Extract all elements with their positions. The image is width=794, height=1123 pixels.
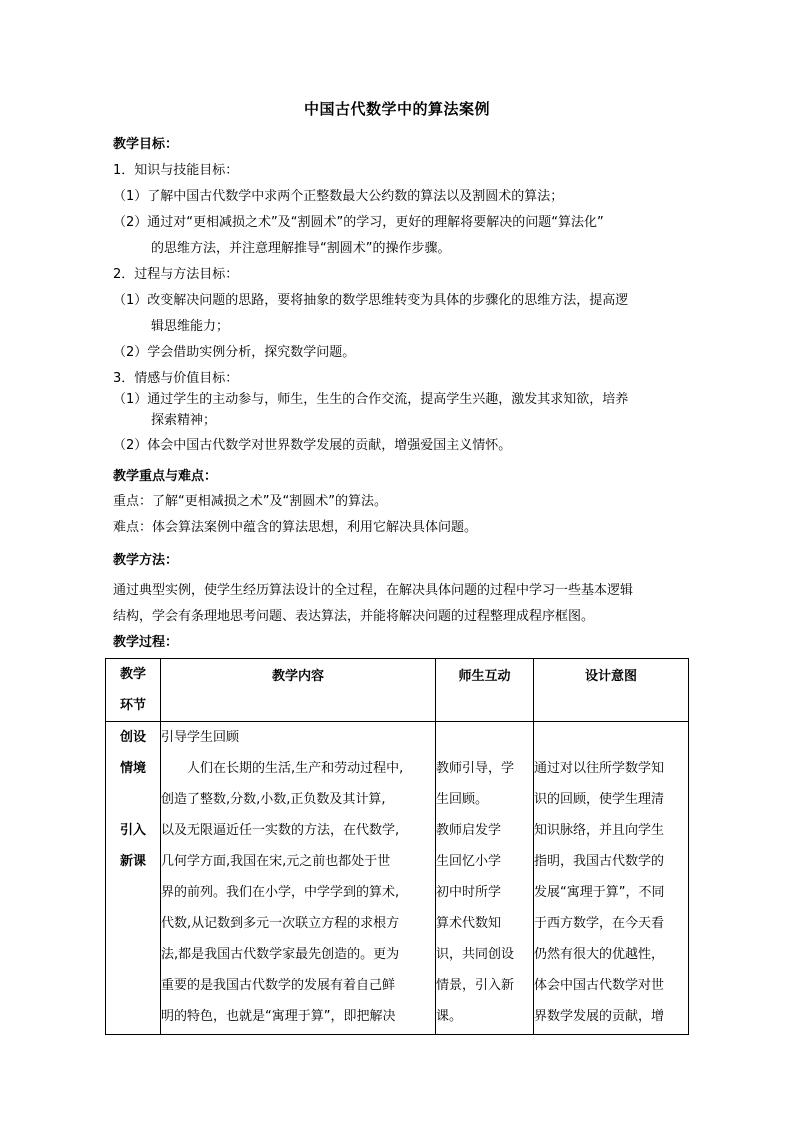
intent-line: 仍然有很大的优越性， bbox=[534, 947, 665, 962]
intent-line: 界数学发展的贡献，增 bbox=[534, 1009, 665, 1024]
intent-cell bbox=[534, 722, 689, 1035]
step-line: 新课 bbox=[119, 854, 146, 869]
content-line: 以及无限逼近任一实数的方法，在代数学, bbox=[161, 823, 400, 838]
process-heading: 教学过程： bbox=[113, 635, 179, 650]
objective-process-1-cont: 辑思维能力； bbox=[151, 319, 230, 334]
keypoints-heading: 教学重点与难点： bbox=[113, 469, 218, 484]
step-line bbox=[106, 784, 160, 815]
content-line: 代数,从记数到多元一次联立方程的求根方 bbox=[161, 916, 400, 931]
header-interaction: 师生互动 bbox=[436, 659, 534, 722]
difficult-point: 难点：体会算法案例中蕴含的算法思想，利用它解决具体问题。 bbox=[113, 520, 478, 535]
process-table bbox=[105, 658, 689, 1035]
header-intent: 设计意图 bbox=[534, 659, 689, 722]
objective-process-2: （2）学会借助实例分析，探究数学问题。 bbox=[113, 345, 356, 360]
method-line-1: 通过典型实例，使学生经历算法设计的全过程，在解决具体问题的过程中学习一些基本逻辑 bbox=[113, 583, 634, 598]
interaction-line: 生回顾。 bbox=[436, 792, 489, 807]
objective-knowledge-2: （2）通过对“更相减损之术”及“割圆术”的学习，更好的理解将要解决的问题“算法化” bbox=[113, 215, 604, 230]
intent-line: 于西方数学，在今天看 bbox=[534, 916, 665, 931]
interaction-line: 情景，引入新 bbox=[436, 978, 515, 993]
interaction-line: 识，共同创设 bbox=[436, 947, 515, 962]
step-line: 创设 bbox=[119, 730, 146, 745]
objective-process: 2．过程与方法目标： bbox=[113, 267, 239, 282]
header-step bbox=[106, 659, 161, 722]
objective-emotion-1: （1）通过学生的主动参与，师生，生生的合作交流，提高学生兴趣，激发其求知欲，培养 bbox=[113, 392, 629, 407]
method-heading: 教学方法： bbox=[113, 553, 179, 568]
step-line: 引入 bbox=[119, 823, 146, 838]
interaction-line: 算术代数知 bbox=[436, 916, 502, 931]
interaction-cell bbox=[436, 722, 534, 1035]
content-line: 法,都是我国古代数学家最先创造的。更为 bbox=[161, 947, 400, 962]
content-line: 界的前列。我们在小学，中学学到的算术, bbox=[161, 885, 400, 900]
interaction-line: 生回忆小学 bbox=[436, 854, 502, 869]
page-title: 中国古代数学中的算法案例 bbox=[303, 100, 490, 118]
interaction-line: 教师启发学 bbox=[436, 823, 502, 838]
interaction-line: 初中时所学 bbox=[436, 885, 502, 900]
content-line: 重要的是我国古代数学的发展有着自己鲜 bbox=[161, 978, 396, 993]
objective-emotion-1-cont: 探索精神； bbox=[151, 413, 217, 428]
objective-emotion: 3．情感与价值目标： bbox=[113, 371, 239, 386]
objective-emotion-2: （2）体会中国古代数学对世界数学发展的贡献，增强爱国主义情怀。 bbox=[113, 438, 512, 453]
step-cell bbox=[106, 722, 161, 1035]
header-content: 教学内容 bbox=[161, 659, 436, 722]
table-row bbox=[106, 722, 689, 1035]
content-cell bbox=[161, 722, 436, 1035]
intent-line: 体会中国古代数学对世 bbox=[534, 978, 665, 993]
content-line: 几何学方面,我国在宋,元之前也都处于世 bbox=[161, 854, 391, 869]
header-step-line-2: 环节 bbox=[119, 698, 146, 713]
intent-line: 识的回顾，使学生理清 bbox=[534, 792, 665, 807]
header-step-line-1: 教学 bbox=[119, 667, 146, 682]
objective-knowledge-1: （1）了解中国古代数学中求两个正整数最大公约数的算法以及割圆术的算法； bbox=[113, 189, 564, 204]
content-line: 明的特色，也就是“寓理于算”，即把解决 bbox=[161, 1009, 396, 1024]
intent-line: 发展“寓理于算”，不同 bbox=[534, 885, 665, 900]
intent-line: 通过对以往所学数学知 bbox=[534, 761, 665, 776]
intent-line: 知识脉络，并且向学生 bbox=[534, 823, 665, 838]
objectives-heading: 教学目标： bbox=[113, 137, 179, 152]
objective-knowledge-2-cont: 的思维方法，并注意理解推导“割圆术”的操作步骤。 bbox=[151, 241, 451, 256]
content-title: 引导学生回顾 bbox=[161, 730, 240, 745]
step-line: 情境 bbox=[119, 761, 146, 776]
interaction-line: 课。 bbox=[436, 1009, 463, 1024]
key-point: 重点：了解“更相减损之术”及“割圆术”的算法。 bbox=[113, 494, 387, 509]
content-line: 人们在长期的生活,生产和劳动过程中, bbox=[187, 761, 404, 776]
objective-process-1: （1）改变解决问题的思路，要将抽象的数学思维转变为具体的步骤化的思维方法，提高逻 bbox=[113, 293, 629, 308]
table-header-row bbox=[106, 659, 689, 722]
content-line: 创造了整数,分数,小数,正负数及其计算, bbox=[161, 792, 386, 807]
interaction-line: 教师引导，学 bbox=[436, 761, 515, 776]
intent-line: 指明，我国古代数学的 bbox=[534, 854, 665, 869]
objective-knowledge: 1．知识与技能目标： bbox=[113, 163, 239, 178]
method-line-2: 结构，学会有条理地思考问题、表达算法，并能将解决问题的过程整理成程序框图。 bbox=[113, 609, 595, 624]
